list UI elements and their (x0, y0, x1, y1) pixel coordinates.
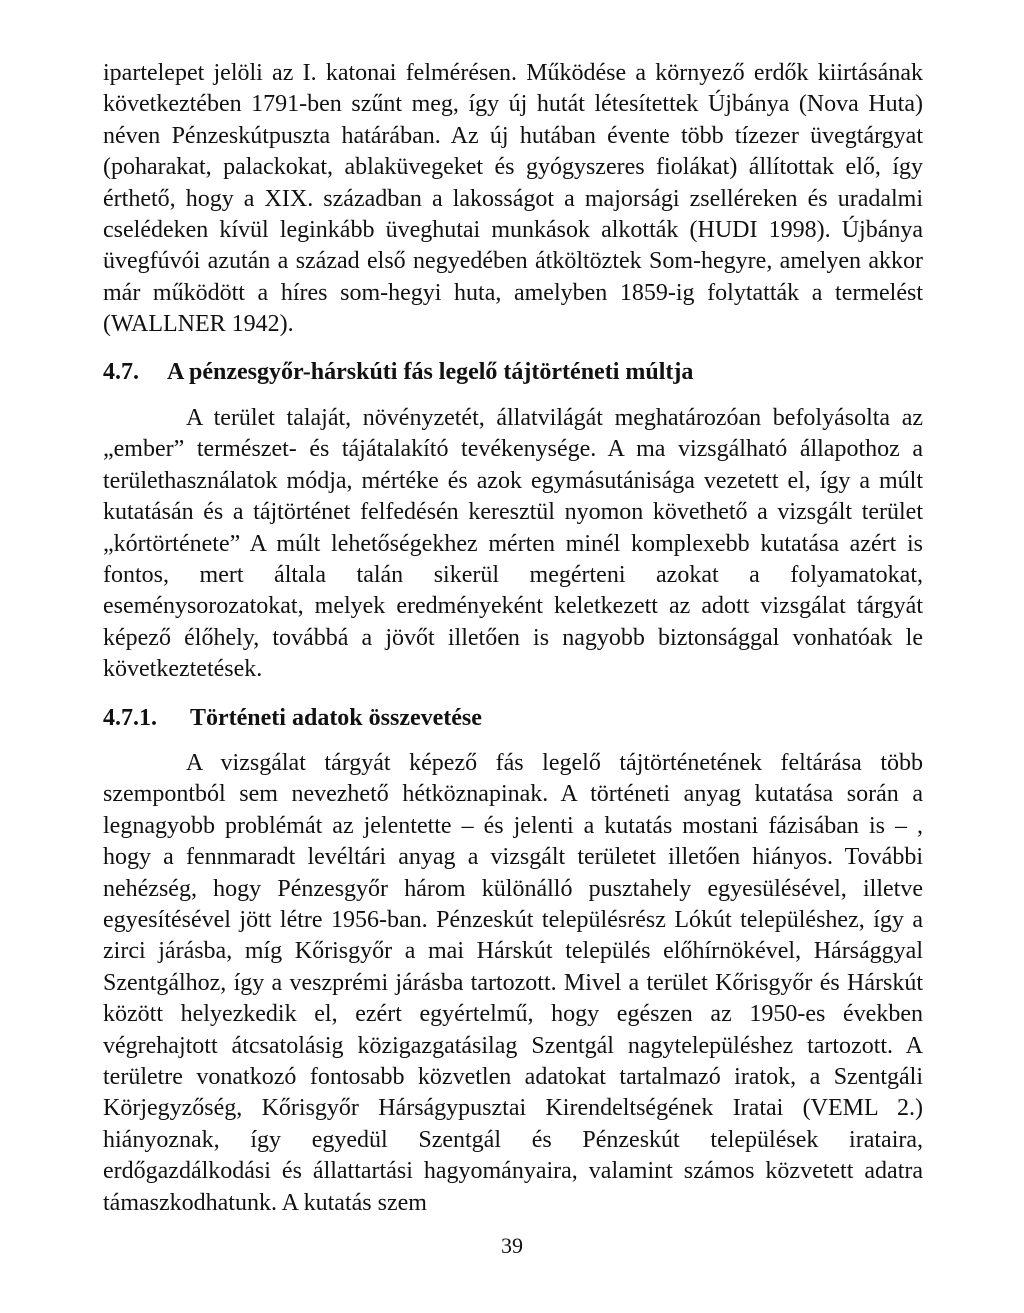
paragraph-1: ipartelepet jelöli az I. katonai felmérésen. Működése a környező erdők kiirtásának következtében 1791-ben szűnt meg, így új hutát létesítettek Újbánya (Nova Huta) néven Pénzeskútpuszta határában. Az új hutában évente több tízezer üvegtárgyat (poharakat, palackokat, ablaküvegeket és gyógyszeres fiolákat) állítottak elő, így érthető, hogy a XIX. században a lakosságot a majorsági zselléreken és uradalmi cselédeken kívül leginkább üveghutai munkások alkották (HUDI 1998). Újbánya üvegfúvói azután a század első negyedében átköltöztek Som-hegyre, amelyen akkor már működött a híres som-hegyi huta, amelyben 1859-ig folytatták a termelést (WALLNER 1942). (103, 60, 923, 338)
section-title: Történeti adatok összevetése (190, 705, 482, 731)
page-number: 39 (501, 1233, 523, 1258)
section-title: A pénzesgyőr-hárskúti fás legelő tájtörténeti múltja (167, 359, 694, 385)
section-heading-4-7 (103, 357, 923, 387)
section-number: 4.7.1. (103, 705, 157, 731)
paragraph-3: A vizsgálat tárgyát képező fás legelő tájtörténetének feltárása több szempontból sem nevezhető hétköznapinak. A történeti anyag kutatása során a legnagyobb problémát az jelentette – és jelenti a kutatás mostani fázisában is – , hogy a fennmaradt levéltári anyag a vizsgált területet illetően hiányos. További nehézség, hogy Pénzesgyőr három különálló pusztahely egyesülésével, illetve egyesítésével jött létre 1956-ban. Pénzeskút településrész Lókút településhez, így a zirci járásba, míg Kőrisgyőr a mai Hárskút település előhírnökével, Hársággyal Szentgálhoz, így a veszprémi járásba tartozott. Mivel a terület Kőrisgyőr és Hárskút között helyezkedik el, ezért egyértelmű, hogy egészen az 1950-es években végrehajtott átcsatolásig közigazgatásilag Szentgál nagytelepüléshez tartozott. A területre vonatkozó fontosabb közvetlen adatokat tartalmazó iratok, a Szentgáli Körjegyzőség, Kőrisgyőr Hárságypusztai Kirendeltségének Iratai (VEML 2.) hiányoznak, így egyedül Szentgál és Pénzeskút települések irataira, erdőgazdálkodási és állattartási hagyományaira, valamint számos közvetett adatra támaszkodhatunk. A kutatás szem (103, 750, 923, 1216)
section-heading-4-7-1 (103, 703, 923, 733)
paragraph-2: A terület talaját, növényzetét, állatvilágát meghatározóan befolyásolta az „ember” természet- és tájátalakító tevékenysége. A ma vizsgálható állapothoz a területhasználatok módja, mértéke és azok egymásutánisága vezetett el, így a múlt kutatásán és a tájtörténet felfedésén keresztül nyomon követhető a vizsgált terület „kórtörténete” A múlt lehetőségekhez mérten minél komplexebb kutatása azért is fontos, mert általa talán sikerül megérteni azokat a folyamatokat, eseménysorozatokat, melyek eredményeként keletkezett az adott vizsgálat tárgyát képező élőhely, továbbá a jövőt illetően is nagyobb biztonsággal vonhatóak le következtetések. (103, 405, 923, 683)
section-number: 4.7. (103, 359, 139, 385)
